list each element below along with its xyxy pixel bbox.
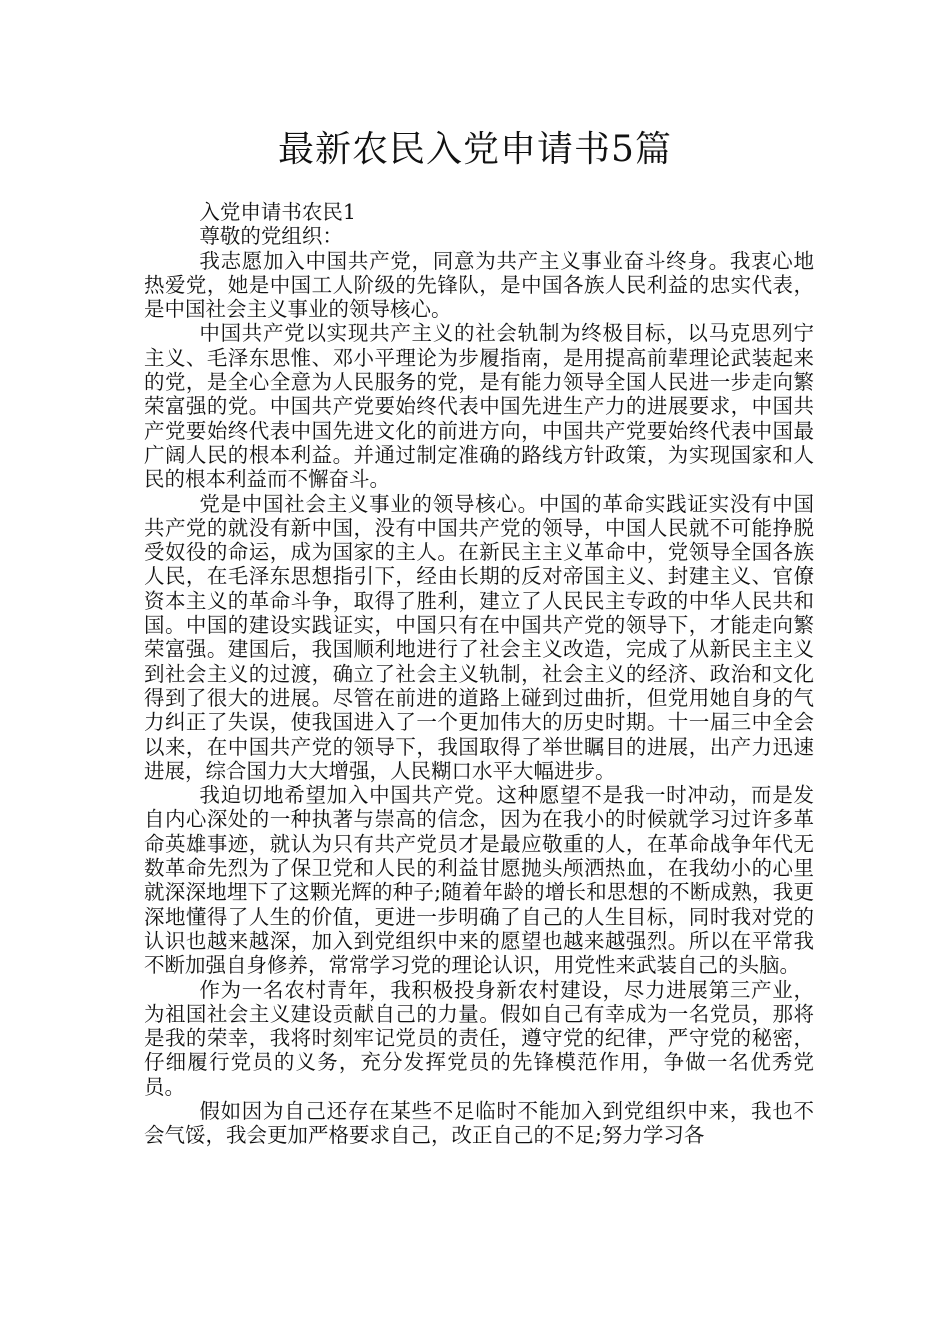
paragraph-1: 我志愿加入中国共产党，同意为共产主义事业奋斗终身。我衷心地热爱党，她是中国工人阶级的先锋队，是中国各族人民利益的忠实代表，是中国社会主义事业的领导核心。 [144, 248, 814, 322]
document-subtitle: 入党申请书农民1 [199, 200, 356, 224]
salutation: 尊敬的党组织： [199, 224, 343, 249]
paragraph-2: 中国共产党以实现共产主义的社会轨制为终极目标，以马克思列宁主义、毛泽东思惟、邓小平理论为步履指南，是用提高前辈理论武装起来的党，是全心全意为人民服务的党，是有能力领导全国人民进一步走向繁荣富强的党。中国共产党要始终代表中国先进生产力的进展要求，中国共产党要始终代表中国先进文化的前进方向，中国共产党要始终代表中国最广阔人民的根本利益。并通过制定准确的路线方针政策，为实现国家和人民的根本利益而不懈奋斗。 [144, 321, 814, 492]
paragraph-4: 我迫切地希望加入中国共产党。这种愿望不是我一时冲动，而是发自内心深处的一种执著与崇高的信念，因为在我小的时候就学习过许多革命英雄事迹，就认为只有共产党员才是最应敬重的人，在革命战争年代无数革命先烈为了保卫党和人民的利益甘愿抛头颅洒热血，在我幼小的心里就深深地埋下了这颗光辉的种子;随着年龄的增长和思想的不断成熟，我更深地懂得了人生的价值，更进一步明确了自己的人生目标，同时我对党的认识也越来越深，加入到党组织中来的愿望也越来越强烈。所以在平常我不断加强自身修养，常常学习党的理论认识，用党性来武装自己的头脑。 [144, 783, 814, 978]
document-body [144, 200, 814, 1148]
paragraph-3: 党是中国社会主义事业的领导核心。中国的革命实践证实没有中国共产党的就没有新中国，没有中国共产党的领导，中国人民就不可能挣脱受奴役的命运，成为国家的主人。在新民主主义革命中，党领导全国各族人民，在毛泽东思想指引下，经由长期的反对帝国主义、封建主义、官僚资本主义的革命斗争，取得了胜利，建立了人民民主专政的中华人民共和国。中国的建设实践证实，中国只有在中国共产党的领导下，才能走向繁荣富强。建国后，我国顺利地进行了社会主义改造，完成了从新民主主义到社会主义的过渡，确立了社会主义轨制，社会主义的经济、政治和文化得到了很大的进展。尽管在前进的道路上碰到过曲折，但党用她自身的气力纠正了失误，使我国进入了一个更加伟大的历史时期。十一届三中全会以来，在中国共产党的领导下，我国取得了举世瞩目的进展，出产力迅速进展，综合国力大大增强，人民糊口水平大幅进步。 [144, 491, 814, 783]
paragraph-6: 假如因为自己还存在某些不足临时不能加入到党组织中来，我也不会气馁，我会更加严格要求自己，改正自己的不足;努力学习各 [144, 1098, 814, 1148]
paragraph-5: 作为一名农村青年，我积极投身新农村建设，尽力进展第三产业，为祖国社会主义建设贡献自己的力量。假如自己有幸成为一名党员，那将是我的荣幸，我将时刻牢记党员的责任，遵守党的纪律，严守党的秘密，仔细履行党员的义务，充分发挥党员的先锋模范作用，争做一名优秀党员。 [144, 977, 814, 1099]
document-title: 最新农民入党申请书5篇 [278, 129, 672, 170]
